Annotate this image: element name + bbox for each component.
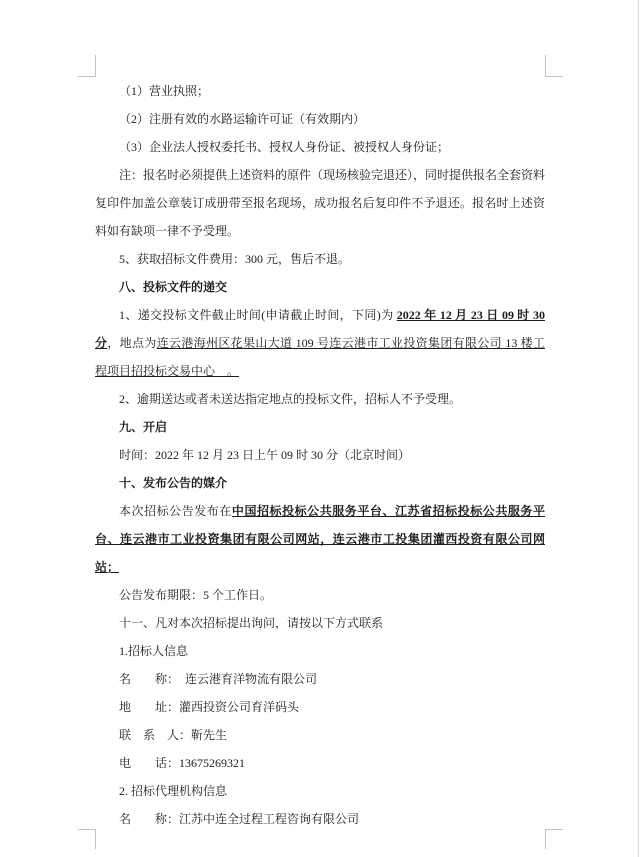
field-text: 名 称：江苏中连全过程工程咨询有限公司 (119, 812, 360, 826)
label-tenderer-info (95, 637, 545, 665)
paragraph-text: ，地点为 (107, 336, 157, 350)
field-text: 电 话：13675269321 (119, 756, 246, 770)
deadline-datetime: 2022 年 12 月 23 日 09 时 30 分 (95, 308, 545, 350)
page-edge-line (638, 0, 639, 857)
field-contact-phone (95, 749, 545, 777)
clause-late-delivery (95, 385, 545, 413)
field-text: 地 址：灌西投资公司育洋码头 (119, 700, 300, 714)
label-agency-info (95, 777, 545, 805)
clause-submission-deadline (95, 301, 545, 385)
heading-section-10 (95, 469, 545, 497)
heading-section-9 (95, 413, 545, 441)
clause-opening-time (95, 441, 545, 469)
document-body (95, 77, 545, 833)
paragraph-text: 时间：2022 年 12 月 23 日上午 09 时 30 分（北京时间） (119, 448, 411, 462)
paragraph-text: 本次招标公告发布在 (119, 504, 232, 518)
text-boundary-mark-bottom-right (545, 829, 563, 849)
heading-text: 十、发布公告的媒介 (119, 476, 228, 490)
paragraph-text: 1.招标人信息 (119, 644, 189, 658)
note-registration (95, 161, 545, 245)
paragraph-text: （3）企业法人授权委托书、授权人身份证、被授权人身份证； (119, 140, 450, 154)
field-text: 名 称： 连云港育洋物流有限公司 (119, 672, 318, 686)
field-tenderer-name (95, 665, 545, 693)
paragraph-text: 注：报名时必须提供上述资料的原件（现场核验完退还），同时提供报名全套资料复印件加盖公章装订成册带至报名现场，成功报名后复印件不予退还。报名时上述资料如有缺项一律不予受理。 (95, 168, 546, 238)
paragraph-text: 2、逾期送达或者未送达指定地点的投标文件，招标人不予受理。 (119, 392, 462, 406)
text-boundary-mark-top-right (545, 55, 563, 77)
text-boundary-mark-bottom-left (78, 829, 96, 849)
paragraph-text: （1）营业执照； (119, 84, 210, 98)
paragraph-text: 1、递交投标文件截止时间(申请截止时间，下同)为 (119, 308, 397, 322)
heading-section-8 (95, 273, 545, 301)
paragraph-text: 公告发布期限：5 个工作日。 (119, 588, 273, 602)
clause-section-11 (95, 609, 545, 637)
clause-document-fee (95, 245, 545, 273)
heading-text: 八、投标文件的递交 (119, 280, 228, 294)
paragraph-text: （2）注册有效的水路运输许可证（有效期内） (119, 112, 366, 126)
field-agency-name (95, 805, 545, 833)
text-boundary-mark-top-left (78, 55, 96, 77)
field-text: 联 系 人：靳先生 (119, 728, 228, 742)
paragraph-text: 5、获取招标文件费用：300 元，售后不退。 (119, 252, 351, 266)
item-business-license (95, 77, 545, 105)
announcement-platforms: 中国招标投标公共服务平台、江苏省招标投标公共服务平台、连云港市工业投资集团有限公司网站，连云港市工投集团灌西投资有限公司网站； (95, 504, 545, 574)
clause-announcement-media (95, 497, 545, 581)
paragraph-text: 2. 招标代理机构信息 (119, 784, 228, 798)
submission-address: 连云港海州区花果山大道 109 号连云港市工业投资集团有限公司 13 楼工程项目招投标交易中心 。 (95, 336, 545, 378)
clause-announcement-period (95, 581, 545, 609)
item-transport-permit (95, 105, 545, 133)
field-contact-person (95, 721, 545, 749)
field-tenderer-address (95, 693, 545, 721)
paragraph-text: 十一、凡对本次招标提出询问，请按以下方式联系 (119, 616, 384, 630)
heading-text: 九、开启 (119, 420, 168, 434)
item-authorization-docs (95, 133, 545, 161)
